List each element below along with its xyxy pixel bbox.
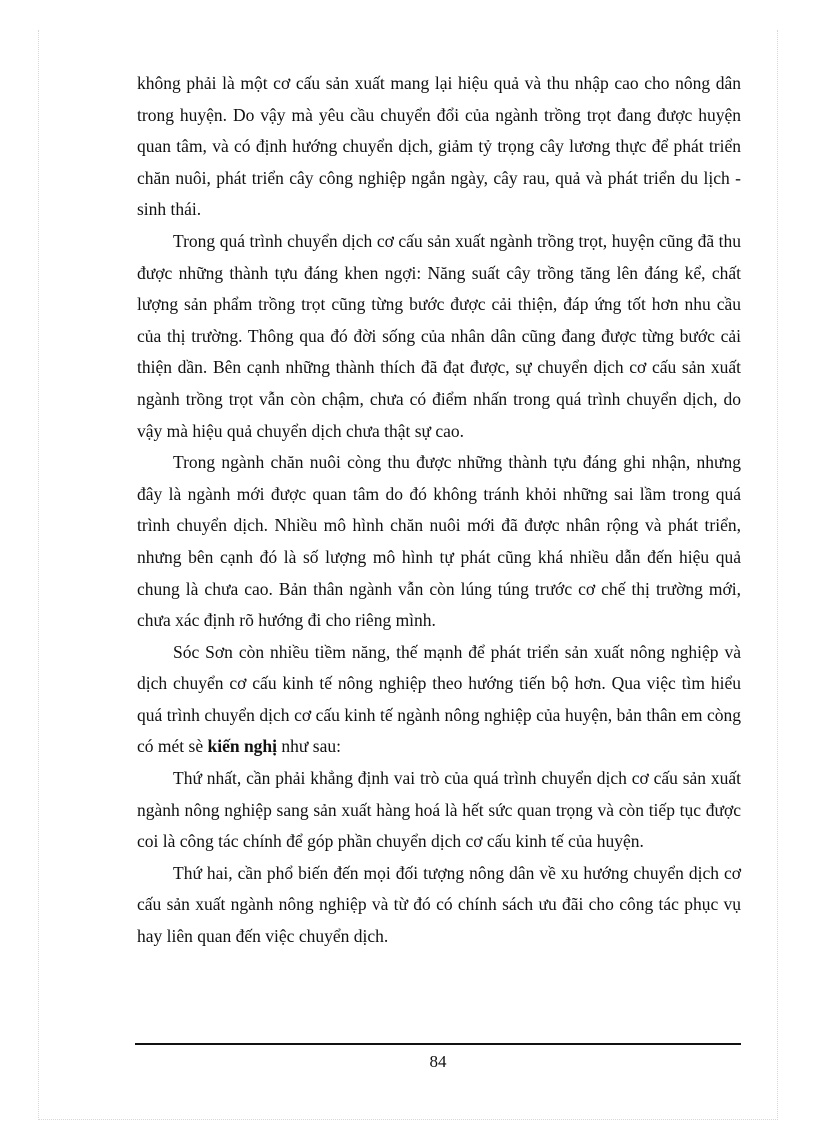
paragraph-second-recommendation: Thứ hai, cần phổ biến đến mọi đối tượng nông dân về xu hướng chuyển dịch cơ cấu sản xuất ngành nông nghiệp và từ đó có chính sách ưu đãi cho công tác phục vụ hay liên quan đến việc chuyển dịch. <box>137 862 741 947</box>
page-number: 84 <box>429 1052 447 1071</box>
paragraph-livestock: Trong ngành chăn nuôi còng thu được những thành tựu đáng ghi nhận, nhưng đây là ngành mới được quan tâm do đó không tránh khỏi những sai lầm trong quá trình chuyển dịch. Nhiều mô hình chăn nuôi mới đã được nhân rộng và phát triển, nhưng bên cạnh đó là số lượng mô hình tự phát cũng khá nhiều dẫn đến hiệu quả chung là chưa cao. Bản thân ngành vẫn còn lúng túng trước cơ chế thị trường mới, chưa xác định rõ hướng đi cho riêng mình. <box>137 452 741 631</box>
bold-keyword: kiến nghị <box>207 736 278 757</box>
paragraph-soc-son-potential <box>137 637 741 763</box>
paragraph-text: Sóc Sơn còn nhiều tiềm năng, thế mạnh để phát triển sản xuất nông nghiệp và dịch chuyển cơ cấu kinh tế nông nghiệp theo hướng tiến bộ hơn. Qua việc tìm hiểu quá trình chuyển dịch cơ cấu kinh tế ngành nông nghiệp của huyện, bản thân em còng có mét sè <box>137 641 741 757</box>
paragraph-first-recommendation: Thứ nhất, cần phải khẳng định vai trò của quá trình chuyển dịch cơ cấu sản xuất ngành nông nghiệp sang sản xuất hàng hoá là hết sức quan trọng và còn tiếp tục được coi là công tác chính để góp phần chuyển dịch cơ cấu kinh tế của huyện. <box>137 768 741 852</box>
paragraph-text-end: như sau: <box>277 736 341 757</box>
footer-divider <box>135 1043 741 1045</box>
paragraph-cultivation-results: Trong quá trình chuyển dịch cơ cấu sản xuất ngành trồng trọt, huyện cũng đã thu được những thành tựu đáng khen ngợi: Năng suất cây trồng tăng lên đáng kể, chất lượng sản phẩm trồng trọt cũng từng bước được cải thiện, đáp ứng tốt hơn nhu cầu của thị trường. Thông qua đó đời sống của nhân dân cũng đang được từng bước cải thiện dần. Bên cạnh những thành thích đã đạt được, sự chuyển dịch cơ cấu sản xuất ngành trồng trọt vẫn còn chậm, chưa có điểm nhấn trong quá trình chuyển dịch, do vậy mà hiệu quả chuyển dịch chưa thật sự cao. <box>137 230 741 441</box>
document-body <box>137 68 741 953</box>
paragraph-continuation: không phải là một cơ cấu sản xuất mang lại hiệu quả và thu nhập cao cho nông dân trong huyện. Do vậy mà yêu cầu chuyển đổi của ngành trồng trọt đang được huyện quan tâm, và có định hướng chuyển dịch, giảm tỷ trọng cây lương thực để phát triển chăn nuôi, phát triển cây công nghiệp ngắn ngày, cây rau, quả và phát triển du lịch - sinh thái. <box>137 73 741 220</box>
